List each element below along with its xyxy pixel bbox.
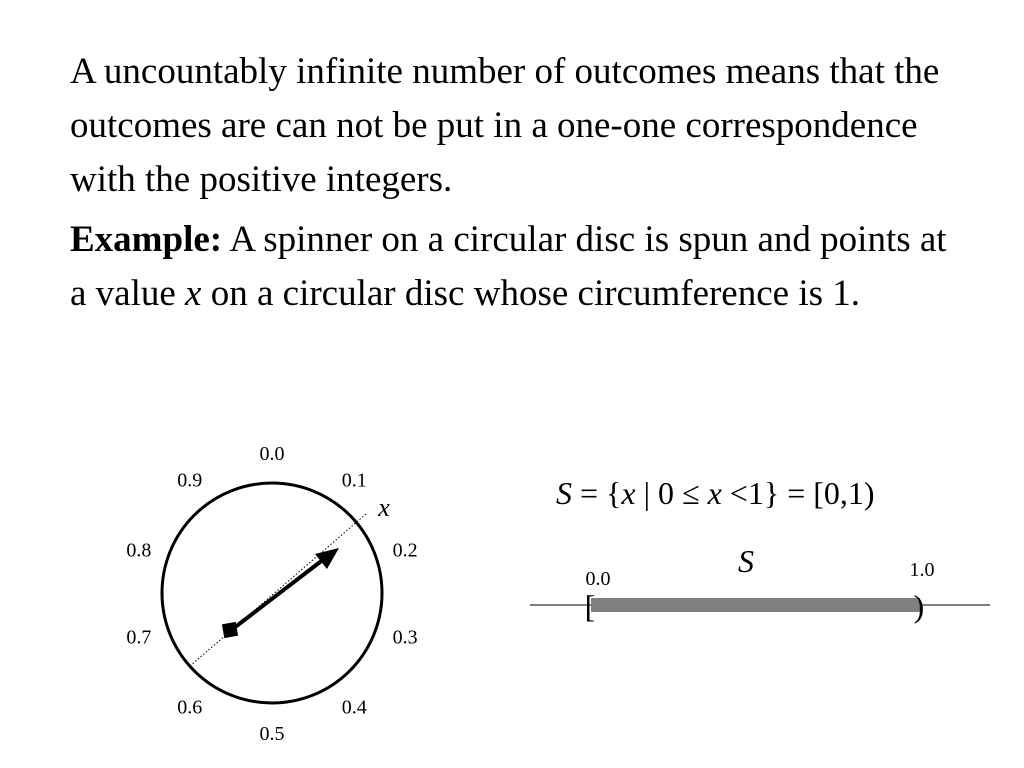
example-label: Example: <box>70 219 223 260</box>
set-open: = { <box>572 475 622 511</box>
tick-label: 0.0 <box>259 443 285 465</box>
set-definition <box>556 475 875 511</box>
set-condition: | 0 ≤ <box>635 475 708 511</box>
disc-circle <box>162 483 382 703</box>
tick-label: 0.1 <box>341 469 367 492</box>
interval-bar <box>591 598 920 612</box>
spinner-arrow-shaft <box>230 559 324 631</box>
tick-label: 0.9 <box>177 469 203 492</box>
pointer-axis-line <box>190 514 366 666</box>
example-text-2: on a circular disc whose circumference is 1. <box>201 273 861 314</box>
tick-label: 0.5 <box>259 723 285 745</box>
spinner-pivot <box>222 622 238 638</box>
tick-label: 0.4 <box>341 696 367 719</box>
tick-label: 0.3 <box>392 626 418 649</box>
tick-label: 0.7 <box>126 626 152 649</box>
interval-right-bracket: ) <box>913 588 925 624</box>
set-var-1: x <box>621 475 636 511</box>
set-close: <1} = [0,1) <box>721 475 875 511</box>
spinner-diagram <box>126 443 417 745</box>
interval-start-label: 0.0 <box>585 568 611 590</box>
tick-labels <box>126 443 417 745</box>
set-name: S <box>556 475 572 511</box>
spinner-arrowhead <box>315 548 339 569</box>
paragraph-definition: A uncountably infinite number of outcomes means that the outcomes are can not be put in a one-one correspondence with the positive integers. <box>70 51 940 200</box>
example-variable: x <box>185 273 202 314</box>
tick-label: 0.8 <box>126 539 152 562</box>
interval-left-bracket: [ <box>584 588 596 624</box>
interval-label: S <box>738 543 754 579</box>
interval-end-label: 1.0 <box>909 559 935 581</box>
pointer-variable-label: x <box>378 493 390 522</box>
interval-diagram <box>530 543 990 624</box>
tick-label: 0.2 <box>392 539 418 562</box>
set-var-2: x <box>707 475 722 511</box>
tick-label: 0.6 <box>177 696 203 719</box>
example-text-1: A spinner on a circular disc is spun and points at a value <box>70 219 947 314</box>
